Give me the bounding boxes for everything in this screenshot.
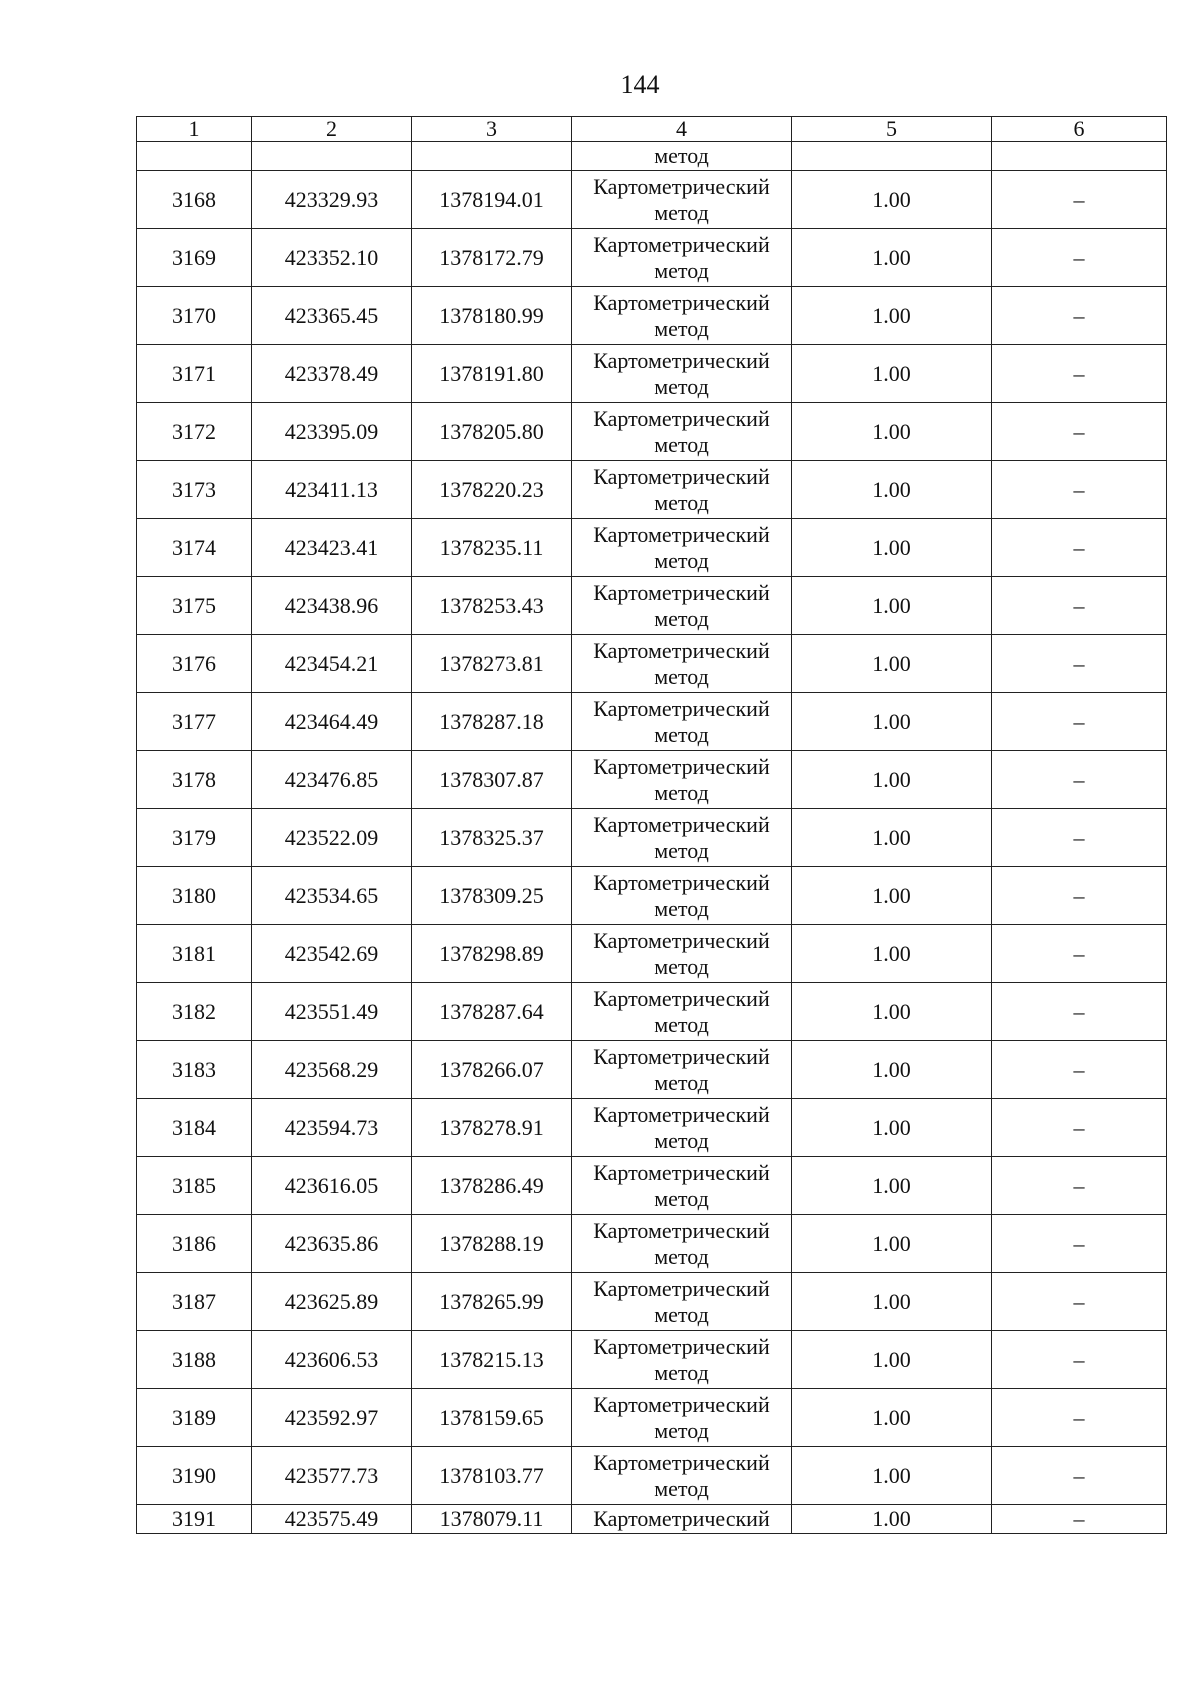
x-coordinate-cell: 423592.97 (252, 1389, 412, 1447)
note-cell: – (992, 1215, 1167, 1273)
y-coordinate-cell: 1378287.18 (412, 693, 572, 751)
table-row (137, 287, 1167, 345)
note-cell: – (992, 751, 1167, 809)
method-cell (572, 403, 792, 461)
y-coordinate-cell: 1378307.87 (412, 751, 572, 809)
x-coordinate-cell: 423329.93 (252, 171, 412, 229)
note-cell: – (992, 461, 1167, 519)
note-cell: – (992, 229, 1167, 287)
table-cell (792, 142, 992, 171)
method-cell (572, 519, 792, 577)
table-row (137, 809, 1167, 867)
y-coordinate-cell: 1378325.37 (412, 809, 572, 867)
method-line-1: Картометрический (593, 1275, 770, 1301)
method-line-2: метод (654, 199, 709, 225)
x-coordinate-cell: 423378.49 (252, 345, 412, 403)
method-line-2: метод (654, 1475, 709, 1501)
method-line-1: Картометрический (593, 1101, 770, 1127)
column-header: 6 (992, 117, 1167, 142)
note-cell: – (992, 809, 1167, 867)
x-coordinate-cell: 423606.53 (252, 1331, 412, 1389)
method-line-2: метод (654, 1069, 709, 1095)
y-coordinate-cell: 1378235.11 (412, 519, 572, 577)
table-row (137, 867, 1167, 925)
column-header: 1 (137, 117, 252, 142)
table-row (137, 983, 1167, 1041)
point-number-cell: 3182 (137, 983, 252, 1041)
y-coordinate-cell: 1378253.43 (412, 577, 572, 635)
note-cell: – (992, 1157, 1167, 1215)
method-line-2: метод (654, 547, 709, 573)
table-row (137, 1215, 1167, 1273)
note-cell: – (992, 925, 1167, 983)
x-coordinate-cell: 423616.05 (252, 1157, 412, 1215)
table-row (137, 1331, 1167, 1389)
x-coordinate-cell: 423365.45 (252, 287, 412, 345)
table-row (137, 925, 1167, 983)
point-number-cell: 3179 (137, 809, 252, 867)
method-line-2: метод (654, 663, 709, 689)
method-cell (572, 635, 792, 693)
method-cell (572, 229, 792, 287)
method-cell (572, 925, 792, 983)
method-line-2: метод (654, 1417, 709, 1443)
point-number-cell: 3185 (137, 1157, 252, 1215)
method-cell (572, 171, 792, 229)
method-cell (572, 1215, 792, 1273)
method-line-1: Картометрический (593, 753, 770, 779)
x-coordinate-cell: 423476.85 (252, 751, 412, 809)
accuracy-cell: 1.00 (792, 983, 992, 1041)
accuracy-cell: 1.00 (792, 1157, 992, 1215)
method-cell (572, 577, 792, 635)
note-cell: – (992, 171, 1167, 229)
point-number-cell: 3187 (137, 1273, 252, 1331)
accuracy-cell: 1.00 (792, 1099, 992, 1157)
y-coordinate-cell: 1378159.65 (412, 1389, 572, 1447)
accuracy-cell: 1.00 (792, 403, 992, 461)
accuracy-cell: 1.00 (792, 867, 992, 925)
method-line-2: метод (654, 837, 709, 863)
accuracy-cell: 1.00 (792, 171, 992, 229)
x-coordinate-cell: 423577.73 (252, 1447, 412, 1505)
accuracy-cell: 1.00 (792, 1331, 992, 1389)
point-number-cell: 3181 (137, 925, 252, 983)
y-coordinate-cell: 1378191.80 (412, 345, 572, 403)
method-cell (572, 809, 792, 867)
method-line-1: Картометрический (593, 231, 770, 257)
x-coordinate-cell: 423568.29 (252, 1041, 412, 1099)
method-line-1: Картометрический (593, 1449, 770, 1475)
accuracy-cell: 1.00 (792, 1389, 992, 1447)
accuracy-cell: 1.00 (792, 1505, 992, 1534)
y-coordinate-cell: 1378298.89 (412, 925, 572, 983)
accuracy-cell: 1.00 (792, 1273, 992, 1331)
table-row (137, 1505, 1167, 1534)
accuracy-cell: 1.00 (792, 461, 992, 519)
point-number-cell: 3171 (137, 345, 252, 403)
method-line-1: Картометрический (593, 579, 770, 605)
method-cell (572, 287, 792, 345)
y-coordinate-cell: 1378309.25 (412, 867, 572, 925)
x-coordinate-cell: 423438.96 (252, 577, 412, 635)
method-line-2: метод (654, 953, 709, 979)
note-cell: – (992, 1447, 1167, 1505)
method-cell: Картометрический (572, 1505, 792, 1534)
method-line-1: Картометрический (593, 405, 770, 431)
table-cell (137, 142, 252, 171)
method-line-1: Картометрический (593, 1217, 770, 1243)
note-cell: – (992, 1099, 1167, 1157)
table-row (137, 577, 1167, 635)
column-header: 4 (572, 117, 792, 142)
method-line-2: метод (654, 1243, 709, 1269)
method-line-1: Картометрический (593, 1333, 770, 1359)
method-line-2: метод (654, 721, 709, 747)
y-coordinate-cell: 1378265.99 (412, 1273, 572, 1331)
method-line-1: Картометрический (593, 347, 770, 373)
point-number-cell: 3188 (137, 1331, 252, 1389)
point-number-cell: 3178 (137, 751, 252, 809)
method-line-1: Картометрический (593, 521, 770, 547)
y-coordinate-cell: 1378266.07 (412, 1041, 572, 1099)
method-cell (572, 1041, 792, 1099)
method-line-1: Картометрический (593, 695, 770, 721)
table-row (137, 1099, 1167, 1157)
table-header-row (137, 117, 1167, 142)
note-cell: – (992, 403, 1167, 461)
x-coordinate-cell: 423594.73 (252, 1099, 412, 1157)
table-cell (992, 142, 1167, 171)
point-number-cell: 3175 (137, 577, 252, 635)
accuracy-cell: 1.00 (792, 577, 992, 635)
note-cell: – (992, 345, 1167, 403)
note-cell: – (992, 577, 1167, 635)
table-row (137, 345, 1167, 403)
method-cell (572, 1099, 792, 1157)
note-cell: – (992, 287, 1167, 345)
method-cell (572, 1447, 792, 1505)
y-coordinate-cell: 1378278.91 (412, 1099, 572, 1157)
accuracy-cell: 1.00 (792, 751, 992, 809)
method-line-1: Картометрический (593, 289, 770, 315)
y-coordinate-cell: 1378194.01 (412, 171, 572, 229)
x-coordinate-cell: 423454.21 (252, 635, 412, 693)
accuracy-cell: 1.00 (792, 229, 992, 287)
table-row (137, 1389, 1167, 1447)
method-line-2: метод (654, 489, 709, 515)
accuracy-cell: 1.00 (792, 809, 992, 867)
accuracy-cell: 1.00 (792, 345, 992, 403)
point-number-cell: 3189 (137, 1389, 252, 1447)
table-row (137, 1273, 1167, 1331)
method-cell (572, 461, 792, 519)
accuracy-cell: 1.00 (792, 635, 992, 693)
point-number-cell: 3190 (137, 1447, 252, 1505)
method-cell (572, 345, 792, 403)
method-line-2: метод (654, 1011, 709, 1037)
y-coordinate-cell: 1378180.99 (412, 287, 572, 345)
method-line-2: метод (654, 315, 709, 341)
continuation-row (137, 142, 1167, 171)
method-cell (572, 1389, 792, 1447)
x-coordinate-cell: 423522.09 (252, 809, 412, 867)
accuracy-cell: 1.00 (792, 925, 992, 983)
table-row (137, 403, 1167, 461)
y-coordinate-cell: 1378220.23 (412, 461, 572, 519)
x-coordinate-cell: 423635.86 (252, 1215, 412, 1273)
note-cell: – (992, 1505, 1167, 1534)
note-cell: – (992, 983, 1167, 1041)
point-number-cell: 3170 (137, 287, 252, 345)
note-cell: – (992, 1041, 1167, 1099)
page-number: 144 (620, 70, 660, 99)
table-row (137, 461, 1167, 519)
accuracy-cell: 1.00 (792, 1215, 992, 1273)
method-cell (572, 1273, 792, 1331)
method-line-1: Картометрический (593, 1159, 770, 1185)
accuracy-cell: 1.00 (792, 1041, 992, 1099)
table-row (137, 229, 1167, 287)
method-line-2: метод (654, 1185, 709, 1211)
note-cell: – (992, 635, 1167, 693)
method-line-1: Картометрический (593, 173, 770, 199)
table-row (137, 1157, 1167, 1215)
method-line-2: метод (654, 1359, 709, 1385)
note-cell: – (992, 1389, 1167, 1447)
y-coordinate-cell: 1378215.13 (412, 1331, 572, 1389)
point-number-cell: 3169 (137, 229, 252, 287)
method-line-1: Картометрический (593, 463, 770, 489)
point-number-cell: 3186 (137, 1215, 252, 1273)
point-number-cell: 3180 (137, 867, 252, 925)
method-line-2: метод (654, 257, 709, 283)
point-number-cell: 3176 (137, 635, 252, 693)
column-header: 5 (792, 117, 992, 142)
table-row (137, 519, 1167, 577)
method-line-2: метод (654, 1301, 709, 1327)
method-line-2: метод (654, 895, 709, 921)
method-line-1: Картометрический (593, 1043, 770, 1069)
method-line-1: Картометрический (593, 1391, 770, 1417)
method-cell (572, 1157, 792, 1215)
note-cell: – (992, 519, 1167, 577)
method-line-2: метод (654, 373, 709, 399)
column-header: 2 (252, 117, 412, 142)
method-line-1: Картометрический (593, 985, 770, 1011)
table-row (137, 635, 1167, 693)
y-coordinate-cell: 1378273.81 (412, 635, 572, 693)
table-cell (252, 142, 412, 171)
x-coordinate-cell: 423575.49 (252, 1505, 412, 1534)
table-row (137, 1447, 1167, 1505)
y-coordinate-cell: 1378286.49 (412, 1157, 572, 1215)
accuracy-cell: 1.00 (792, 519, 992, 577)
method-line-1: Картометрический (593, 637, 770, 663)
table-row (137, 751, 1167, 809)
note-cell: – (992, 867, 1167, 925)
method-cell (572, 693, 792, 751)
table-cell (412, 142, 572, 171)
y-coordinate-cell: 1378205.80 (412, 403, 572, 461)
x-coordinate-cell: 423542.69 (252, 925, 412, 983)
x-coordinate-cell: 423464.49 (252, 693, 412, 751)
method-cell (572, 1331, 792, 1389)
point-number-cell: 3168 (137, 171, 252, 229)
table-row (137, 171, 1167, 229)
y-coordinate-cell: 1378103.77 (412, 1447, 572, 1505)
x-coordinate-cell: 423625.89 (252, 1273, 412, 1331)
x-coordinate-cell: 423423.41 (252, 519, 412, 577)
point-number-cell: 3172 (137, 403, 252, 461)
point-number-cell: 3191 (137, 1505, 252, 1534)
note-cell: – (992, 1273, 1167, 1331)
method-cell: метод (572, 142, 792, 171)
method-line-1: Картометрический (593, 927, 770, 953)
method-line-2: метод (654, 605, 709, 631)
method-line-1: Картометрический (593, 869, 770, 895)
x-coordinate-cell: 423551.49 (252, 983, 412, 1041)
method-line-2: метод (654, 1127, 709, 1153)
accuracy-cell: 1.00 (792, 693, 992, 751)
method-line-2: метод (654, 779, 709, 805)
table-row (137, 693, 1167, 751)
method-line-1: Картометрический (593, 811, 770, 837)
accuracy-cell: 1.00 (792, 287, 992, 345)
y-coordinate-cell: 1378287.64 (412, 983, 572, 1041)
x-coordinate-cell: 423395.09 (252, 403, 412, 461)
coordinates-table (136, 116, 1167, 1534)
point-number-cell: 3184 (137, 1099, 252, 1157)
method-cell (572, 751, 792, 809)
table-row (137, 1041, 1167, 1099)
note-cell: – (992, 693, 1167, 751)
point-number-cell: 3174 (137, 519, 252, 577)
x-coordinate-cell: 423352.10 (252, 229, 412, 287)
accuracy-cell: 1.00 (792, 1447, 992, 1505)
note-cell: – (992, 1331, 1167, 1389)
method-line-2: метод (654, 431, 709, 457)
column-header: 3 (412, 117, 572, 142)
point-number-cell: 3177 (137, 693, 252, 751)
point-number-cell: 3183 (137, 1041, 252, 1099)
y-coordinate-cell: 1378288.19 (412, 1215, 572, 1273)
y-coordinate-cell: 1378079.11 (412, 1505, 572, 1534)
point-number-cell: 3173 (137, 461, 252, 519)
method-cell (572, 867, 792, 925)
x-coordinate-cell: 423411.13 (252, 461, 412, 519)
x-coordinate-cell: 423534.65 (252, 867, 412, 925)
method-cell (572, 983, 792, 1041)
y-coordinate-cell: 1378172.79 (412, 229, 572, 287)
